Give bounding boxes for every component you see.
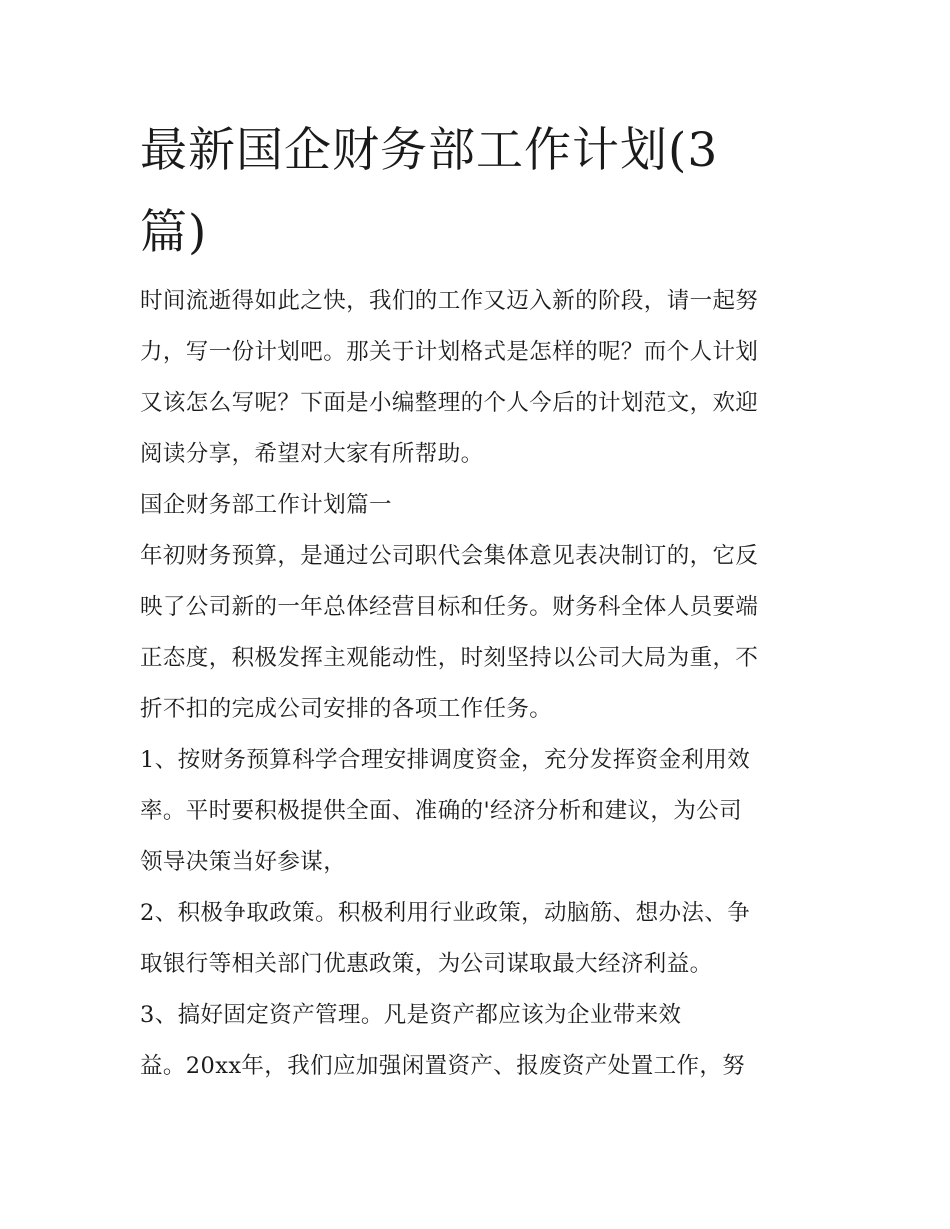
paragraph-line: 折不扣的完成公司安排的各项工作任务。 (140, 696, 553, 722)
intro-line: 阅读分享，希望对大家有所帮助。 (140, 441, 484, 467)
list-item-line: 2、积极争取政策。积极利用行业政策，动脑筋、想办法、争 (140, 900, 751, 926)
document-title: 最新国企财务部工作计划(3篇) (140, 123, 719, 260)
intro-line: 又该怎么写呢？下面是小编整理的个人今后的计划范文，欢迎 (140, 390, 759, 416)
paragraph-line: 年初财务预算，是通过公司职代会集体意见表决制订的，它反 (140, 543, 759, 569)
list-item-line: 3、搞好固定资产管理。凡是资产都应该为企业带来效 (140, 1002, 682, 1028)
paragraph-line: 正态度，积极发挥主观能动性，时刻坚持以公司大局为重，不 (140, 645, 759, 671)
intro-line: 力，写一份计划吧。那关于计划格式是怎样的呢？而个人计划 (140, 339, 759, 365)
list-item-line: 益。20xx年，我们应加强闲置资产、报废资产处置工作，努 (140, 1053, 746, 1079)
intro-line: 时间流逝得如此之快，我们的工作又迈入新的阶段，请一起努 (140, 288, 759, 314)
list-item-line: 率。平时要积极提供全面、准确的'经济分析和建议，为公司 (140, 798, 742, 824)
document-body (140, 276, 820, 1092)
list-item-line: 取银行等相关部门优惠政策，为公司谋取最大经济利益。 (140, 951, 713, 977)
list-item-line: 1、按财务预算科学合理安排调度资金，充分发挥资金利用效 (140, 747, 751, 773)
paragraph-line: 映了公司新的一年总体经营目标和任务。财务科全体人员要端 (140, 594, 759, 620)
section-heading: 国企财务部工作计划篇一 (140, 492, 392, 518)
list-item-line: 领导决策当好参谋， (140, 849, 347, 875)
